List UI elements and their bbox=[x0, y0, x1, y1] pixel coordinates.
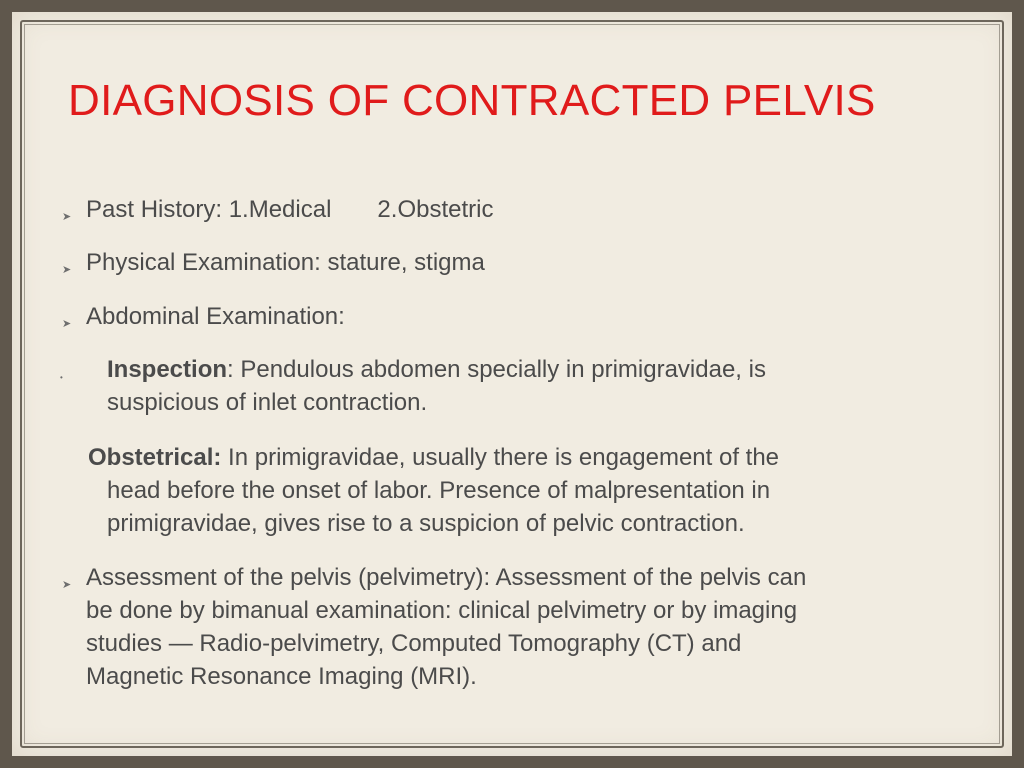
obstetrical-line-1: In primigravidae, usually there is engagement of the bbox=[221, 444, 780, 471]
obstetrical-paragraph bbox=[88, 441, 779, 540]
inspection-line-1: : Pendulous abdomen specially in primigravidae, is bbox=[227, 356, 766, 383]
inspection-line-2: suspicious of inlet contraction. bbox=[107, 389, 428, 416]
arrow-bullet-icon: ➤ bbox=[62, 211, 72, 223]
arrow-bullet-icon: ➤ bbox=[62, 264, 72, 276]
assessment-line-2: be done by bimanual examination: clinical pelvimetry or by imaging bbox=[86, 597, 798, 624]
assessment-line-3: studies — Radio-pelvimetry, Computed Tomography (CT) and bbox=[86, 630, 742, 657]
obstetrical-line-3: primigravidae, gives rise to a suspicion of pelvic contraction. bbox=[107, 510, 745, 537]
obstetrical-line-2: head before the onset of labor. Presence of malpresentation in bbox=[107, 477, 771, 504]
arrow-bullet-icon: ➤ bbox=[62, 318, 72, 330]
past-history-obstetric: 2.Obstetric bbox=[377, 196, 494, 223]
inspection-heading: Inspection bbox=[107, 356, 228, 383]
past-history-medical: Past History: 1.Medical bbox=[86, 196, 332, 223]
dot-bullet-icon: • bbox=[60, 373, 63, 382]
assessment-paragraph bbox=[86, 561, 806, 693]
arrow-bullet-icon: ➤ bbox=[62, 579, 72, 591]
physical-exam-item: Physical Examination: stature, stigma bbox=[86, 249, 485, 276]
page-title: DIAGNOSIS OF CONTRACTED PELVIS bbox=[68, 76, 876, 125]
inspection-paragraph bbox=[107, 353, 766, 419]
assessment-line-1: Assessment of the pelvis (pelvimetry): Assessment of the pelvis can bbox=[86, 564, 807, 591]
obstetrical-heading: Obstetrical: bbox=[88, 444, 222, 471]
past-history-item bbox=[86, 193, 493, 226]
abdominal-exam-item: Abdominal Examination: bbox=[86, 303, 345, 330]
slide bbox=[12, 12, 1012, 756]
assessment-line-4: Magnetic Resonance Imaging (MRI). bbox=[86, 663, 477, 690]
